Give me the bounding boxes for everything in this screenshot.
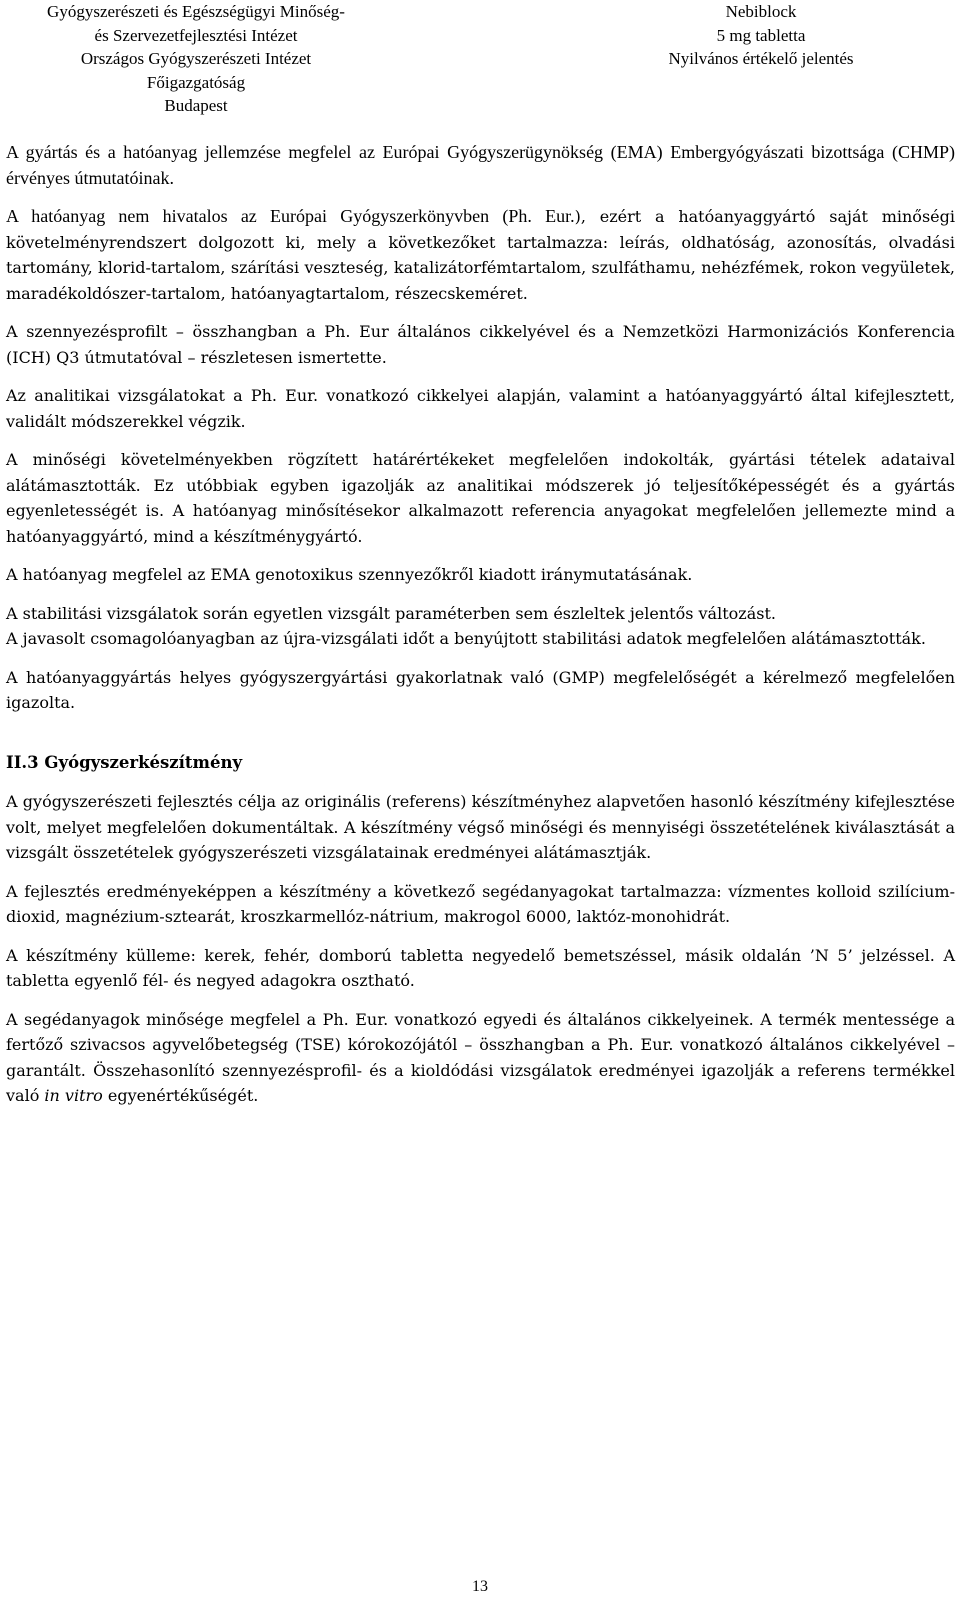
paragraph-part: egyenértékűségét. (102, 1086, 259, 1105)
paragraph-part: A hatóanyag nem hivatalos az Európai Gyógyszerkönyvben (Ph. Eur. (6, 206, 575, 226)
paragraph: A stabilitási vizsgálatok során egyetlen vizsgált paraméterben sem észleltek jelentős változást. (6, 603, 776, 623)
paragraph: A gyógyszerészeti fejlesztés célja az originális (referens) készítményhez alapvetően hasonló készítmény kifejlesztése volt, melyet megfelelően dokumentáltak. A készítmény végső minőségi és mennyiségi összetételének kiválasztását a vizsgált összetételek gyógyszerészeti vizsgálatainak eredményei alátámasztják. (6, 792, 955, 862)
paragraph: A minőségi követelményekben rögzített határértékeket megfelelően indokolták, gyártási tételek adataival alátámasztották. Ez utóbbiak egyben igazolják az analitikai módszerek jó teljesítőképességét és a gyártás egyenletességét is. A hatóanyag minősítésekor alkalmazott referencia anyagokat megfelelően jellemezte mind a hatóanyaggyártó, mind a készítménygyártó. (6, 450, 955, 546)
header-left-line: Országos Gyógyszerészeti Intézet (80, 49, 312, 68)
header-left-line: Budapest (164, 96, 228, 115)
header-institution (6, 0, 386, 118)
paragraph-part: A segédanyagok minősége megfelel a Ph. Eur. vonatkozó egyedi és általános cikkelyeinek. A termék mentessége a fertőző szivacsos agyvelőbetegség (TSE) kórokozójától – összhangban a Ph. Eur. vonatkozó általános cikkelyével – garantált. Összehasonlító szennyezésprofil- és a kioldódási vizsgálatok eredményei igazolják a referens termékkel való (6, 1009, 955, 1105)
paragraph: Az analitikai vizsgálatokat a Ph. Eur. vonatkozó cikkelyei alapján, valamint a hatóanyaggyártó által kifejlesztett, validált módszerekkel végzik. (6, 386, 955, 431)
header-right-line: Nebiblock (725, 2, 797, 21)
section-heading: II.3 Gyógyszerkészítmény (6, 752, 243, 772)
header-product (626, 0, 896, 71)
header-left-line: és Szervezetfejlesztési Intézet (94, 25, 298, 45)
header-right-line: 5 mg tabletta (716, 25, 806, 45)
page-header (6, 0, 954, 118)
page-number: 13 (472, 1578, 488, 1595)
header-left-line: Gyógyszerészeti és Egészségügyi Minőség- (47, 2, 345, 21)
header-left-line: Főigazgatóság (146, 72, 246, 92)
document-body (6, 140, 955, 1122)
paragraph: A javasolt csomagolóanyagban az újra-vizsgálati időt a benyújtott stabilitási adatok megfelelően alátámasztották. (6, 629, 926, 648)
paragraph (6, 1007, 955, 1109)
paragraph: A készítmény külleme: kerek, fehér, domború tabletta negyedelő bemetszéssel, másik oldalán ’N 5’ jelzéssel. A tabletta egyenlő fél- és negyed adagokra osztható. (6, 945, 955, 990)
paragraph: A gyártás és a hatóanyag jellemzése megfelel az Európai Gyógyszerügynökség (EMA) Embergyógyászati bizottsága (CHMP) érvényes útmutatóinak. (6, 142, 955, 188)
paragraph: A fejlesztés eredményeképpen a készítmény a következő segédanyagokat tartalmazza: vízmentes kolloid szilícium-dioxid, magnézium-sztearát, kroszkarmellóz-nátrium, makrogol 6000, laktóz-monohidrát. (6, 881, 955, 926)
paragraph (6, 204, 955, 306)
paragraph: A hatóanyag megfelel az EMA genotoxikus szennyezőkről kiadott iránymutatásának. (6, 565, 693, 584)
paragraph: A szennyezésprofilt – összhangban a Ph. Eur általános cikkelyével és a Nemzetközi Harmonizációs Konferencia (ICH) Q3 útmutatóval – részletesen ismertette. (6, 322, 955, 367)
header-right-line: Nyilvános értékelő jelentés (668, 49, 854, 68)
paragraph: A hatóanyaggyártás helyes gyógyszergyártási gyakorlatnak való (GMP) megfelelőségét a kérelmező megfelelően igazolta. (6, 667, 955, 712)
paragraph-part: ), ezért a hatóanyaggyártó saját minőségi követelményrendszert dolgozott ki, mely a következőket tartalmazza: leírás, oldhatóság, azonosítás, olvadási tartomány, klorid-tartalom, szárítási veszteség, katalizátorfémtartalom, szulfáthamu, nehézfémek, rokon vegyületek, maradékoldószer-tartalom, hatóanyagtartalom, részecskeméret. (6, 207, 955, 303)
italic-term: in vitro (44, 1086, 103, 1105)
